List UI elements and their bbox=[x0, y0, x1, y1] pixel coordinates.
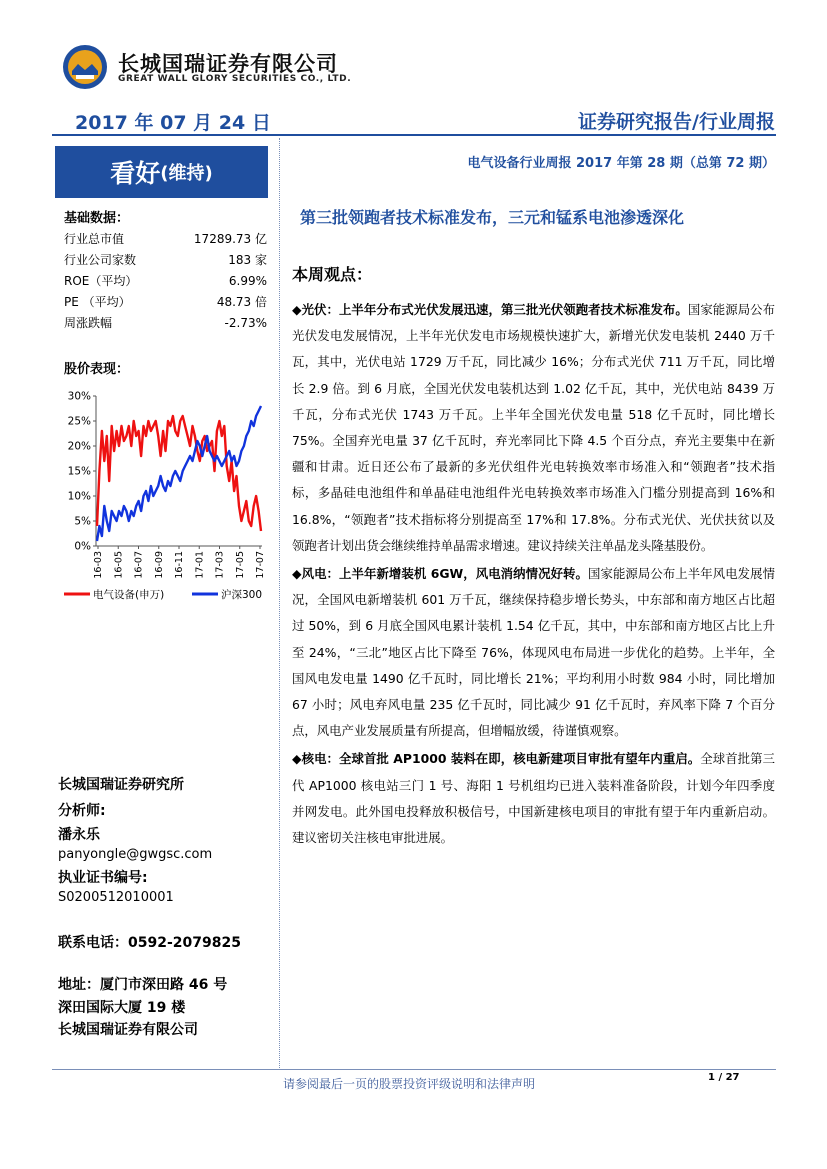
address-line: 长城国瑞证券有限公司 bbox=[58, 1022, 198, 1038]
footer-divider bbox=[52, 1069, 776, 1070]
paragraph-lead: ◆风电：上半年新增装机 6GW，风电消纳情况好转。 bbox=[292, 566, 588, 582]
company-name-en: GREAT WALL GLORY SECURITIES CO., LTD. bbox=[118, 74, 352, 84]
legend-label: 沪深300 bbox=[221, 589, 263, 601]
x-tick-label: 16-05 bbox=[113, 551, 125, 579]
x-tick-label: 16-07 bbox=[133, 551, 145, 579]
paragraph-lead: ◆光伏：上半年分布式光伏发展迅速，第三批光伏领跑者技术标准发布。 bbox=[292, 302, 688, 317]
paragraph-body: 国家能源局公布光伏发电发展情况，上半年光伏发电市场规模快速扩大，新增光伏发电装机 2440 万千瓦，其中，光伏电站 1729 万千瓦，同比减少 16%；分布式光伏 711 万千瓦，同比增长 2.9 倍。到 6 月底，全国光伏发电装机达到 1.02 亿千瓦，其中，光伏电站 8439 万千瓦，分布式光伏 1743 万千瓦。上半年全国光伏发电量 518 亿千瓦时，同比增长 75%。全国弃光电量 37 亿千瓦时，弃光率同比下降 4.5 个百分点，弃光主要集中在新疆和甘肃。近日还公布了最新的多光伏组件光电转换效率市场准入和“领跑者”技术指标，多晶硅电池组件和单晶硅电池组件光电转换效率市场准入门槛分别提高到 16%和 16.8%，“领跑者”技术指标将分别提高至 17%和 17.8%。分布式光伏、光伏扶贫以及领跑者计划出货会继续维持单晶需求增速。建议持续关注单晶龙头隆基股份。 bbox=[292, 302, 776, 553]
x-tick-label: 16-03 bbox=[93, 551, 104, 579]
paragraph-body: 国家能源局公布上半年风电发展情况，全国风电新增装机 601 万千瓦，继续保持稳步增长势头，中东部和南方地区占比超过 50%，到 6 月底全国风电累计装机 1.54 亿千瓦，其中，中东部和南方地区占比上升至 24%，“三北”地区占比下降至 76%，体现风电布局进一步优化的趋势。上半年，全国风电发电量 1490 亿千瓦时，同比增长 21%；平均利用小时数 984 小时，同比增加 67 小时；风电弃风电量 235 亿千瓦时，同比减少 91 亿千瓦时，弃风率下降 7 个百分点，风电产业发展质量有所提高，但增幅放缓，待谨慎观察。 bbox=[292, 566, 776, 739]
column-divider bbox=[279, 138, 280, 1068]
stock-performance-chart bbox=[62, 386, 272, 608]
analyst-label: 分析师: bbox=[58, 803, 106, 819]
x-tick-label: 17-03 bbox=[214, 551, 226, 579]
y-tick-label: 10% bbox=[67, 490, 91, 503]
row-value: 17289.73 亿 bbox=[193, 232, 267, 246]
paragraph-nuclear bbox=[292, 746, 775, 851]
rating-sub: (维持) bbox=[160, 163, 213, 184]
y-tick-label: 30% bbox=[67, 390, 91, 403]
table-row bbox=[64, 249, 267, 270]
x-tick-label: 16-11 bbox=[174, 551, 185, 579]
company-logo-icon bbox=[62, 44, 108, 90]
company-name-cn: 长城国瑞证券有限公司 bbox=[118, 52, 338, 76]
x-tick-label: 17-05 bbox=[234, 551, 246, 579]
weekly-view-title: 本周观点： bbox=[292, 265, 373, 284]
paragraph-solar bbox=[292, 297, 775, 559]
paragraph-body: 全球首批第三代 AP1000 核电站三门 1 号、海阳 1 号机组均已进入装料准备阶段，计划今年四季度并网发电。此外国电投释放积极信号，中国新建核电项目的审批有望于年内重新启动。建议密切关注核电审批进展。 bbox=[292, 751, 776, 846]
table-row bbox=[64, 270, 267, 291]
table-row bbox=[64, 291, 267, 312]
analyst-email[interactable]: panyongle@gwgsc.com bbox=[58, 847, 213, 862]
report-headline: 第三批领跑者技术标准发布，三元和锰系电池渗透深化 bbox=[300, 208, 685, 227]
x-tick-label: 16-09 bbox=[153, 551, 165, 579]
y-tick-label: 0% bbox=[74, 540, 91, 553]
institute-name: 长城国瑞证券研究所 bbox=[58, 777, 184, 793]
row-label: ROE（平均） bbox=[64, 274, 138, 288]
row-label: PE （平均） bbox=[64, 295, 131, 309]
issue-info: 电气设备行业周报 2017 年第 28 期（总第 72 期） bbox=[467, 156, 775, 171]
x-tick-label: 17-07 bbox=[255, 551, 266, 579]
table-row bbox=[64, 312, 267, 333]
row-value: 183 家 bbox=[228, 253, 267, 267]
y-tick-label: 25% bbox=[67, 415, 91, 428]
analyst-name: 潘永乐 bbox=[58, 827, 100, 843]
table-row bbox=[64, 228, 267, 249]
y-tick-label: 5% bbox=[74, 515, 91, 528]
report-body bbox=[292, 297, 775, 853]
row-value: 6.99% bbox=[228, 273, 267, 288]
header-divider bbox=[52, 134, 776, 136]
rating-main: 看好 bbox=[110, 159, 161, 188]
stock-performance-title: 股价表现： bbox=[64, 362, 130, 377]
row-label: 行业总市值 bbox=[64, 232, 125, 246]
row-label: 周涨跌幅 bbox=[64, 316, 113, 330]
page-number: 1 / 27 bbox=[708, 1072, 740, 1083]
x-tick-label: 17-01 bbox=[194, 551, 206, 579]
footer-disclaimer: 请参阅最后一页的股票投资评级说明和法律声明 bbox=[283, 1077, 536, 1091]
rating-badge bbox=[55, 146, 268, 198]
certificate-number: S0200512010001 bbox=[58, 890, 174, 905]
row-label: 行业公司家数 bbox=[64, 253, 137, 267]
row-value: -2.73% bbox=[224, 315, 267, 330]
basic-data-table bbox=[64, 228, 267, 333]
contact-phone: 联系电话：0592-2079825 bbox=[58, 935, 241, 951]
paragraph-lead: ◆核电：全球首批 AP1000 装料在即，核电新建项目审批有望年内重启。 bbox=[292, 751, 701, 767]
basic-data-title: 基础数据： bbox=[64, 211, 130, 226]
certificate-label: 执业证书编号: bbox=[58, 870, 148, 886]
legend-label: 电气设备(申万) bbox=[93, 589, 165, 601]
address-line: 地址：厦门市深田路 46 号 bbox=[58, 977, 228, 993]
y-tick-label: 15% bbox=[67, 465, 91, 478]
y-tick-label: 20% bbox=[67, 440, 91, 453]
row-value: 48.73 倍 bbox=[216, 295, 267, 309]
report-date: 2017 年 07 月 24 日 bbox=[75, 112, 271, 134]
report-type: 证券研究报告/行业周报 bbox=[578, 111, 775, 133]
paragraph-wind bbox=[292, 561, 775, 744]
address-line: 深田国际大厦 19 楼 bbox=[58, 1000, 186, 1016]
